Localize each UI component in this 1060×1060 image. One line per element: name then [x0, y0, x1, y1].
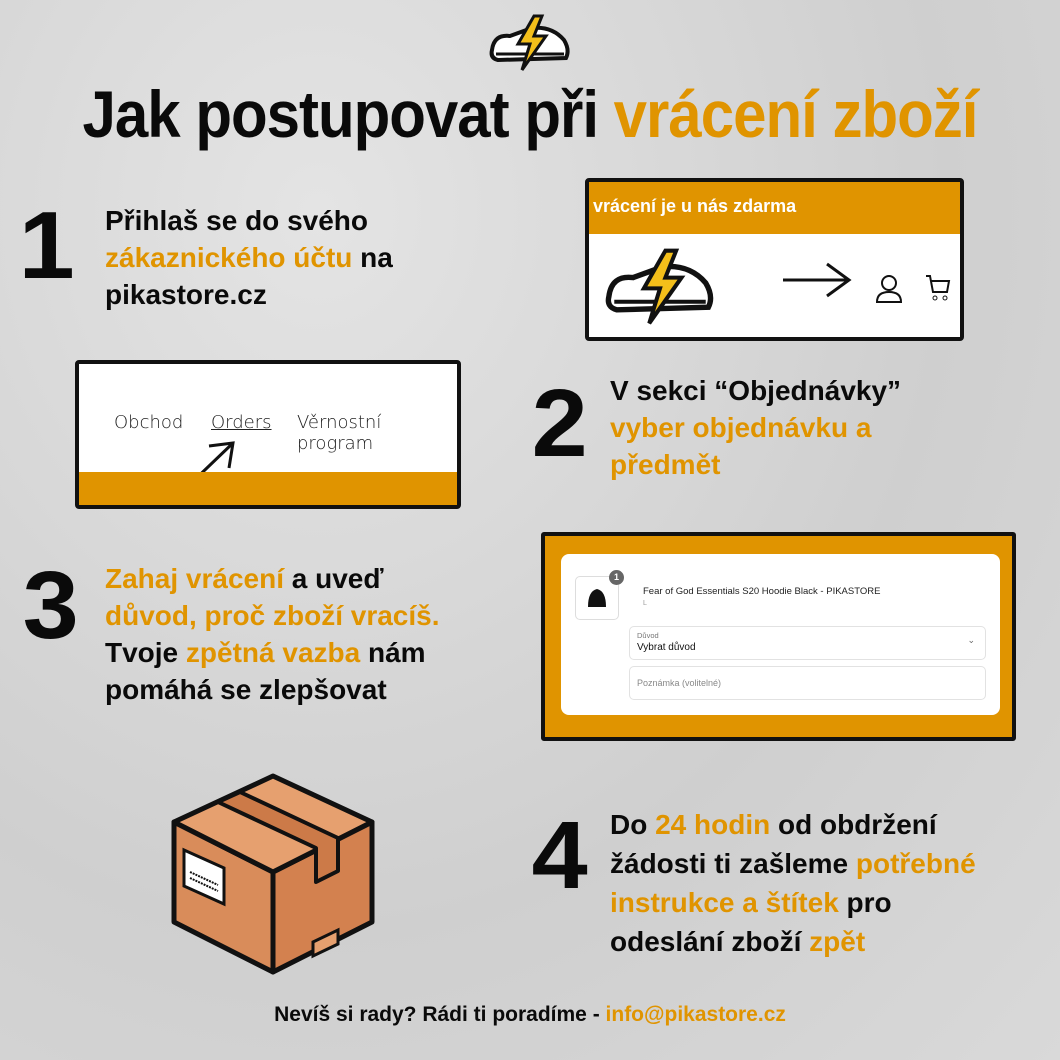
nav-item-shop[interactable]: Obchod	[114, 412, 184, 433]
note-placeholder: Poznámka (volitelné)	[637, 678, 722, 688]
reason-value: Vybrat důvod	[637, 642, 696, 653]
nav-preview	[75, 360, 461, 509]
product-name: Fear of God Essentials S20 Hoodie Black - PIKASTORE	[643, 586, 881, 597]
footer-contact: Nevíš si rady? Rádi ti poradíme - info@pikastore.cz	[274, 1003, 786, 1026]
step-3-number: 3	[22, 552, 79, 659]
promo-banner: vrácení je u nás zdarma	[589, 182, 960, 234]
reason-label: Důvod	[637, 631, 659, 640]
quantity-badge: 1	[609, 570, 624, 585]
logo-sneaker-icon	[488, 14, 572, 72]
step-1-text: Přihlaš se do svého zákaznického účtu na pikastore.cz	[105, 205, 393, 310]
step-2-text: V sekci “Objednávky” vyber objednávku a předmět	[610, 375, 902, 480]
nav-bar-accent	[79, 472, 457, 505]
user-icon[interactable]	[875, 274, 903, 304]
store-logo-icon	[601, 248, 719, 326]
chevron-down-icon: ⌄	[967, 635, 975, 645]
arrow-right-icon	[781, 260, 853, 300]
nav-item-orders[interactable]: Orders	[211, 412, 272, 433]
note-input[interactable]	[629, 666, 986, 700]
step-4-number: 4	[531, 802, 588, 909]
step-1-number: 1	[18, 192, 75, 299]
store-header-preview	[585, 178, 964, 341]
step-4-text: Do 24 hodin od obdržení žádosti ti zašleme potřebné instrukce a štítek pro odeslání zboží zpět	[610, 809, 976, 957]
order-card	[561, 554, 1000, 715]
product-size: L	[643, 600, 647, 607]
cart-icon[interactable]	[925, 274, 951, 302]
email-link[interactable]: info@pikastore.cz	[605, 1003, 786, 1026]
page-title: Jak postupovat při vrácení zboží	[82, 77, 978, 152]
step-2-number: 2	[531, 370, 588, 477]
nav-item-loyalty[interactable]: Věrnostní program	[297, 412, 382, 454]
reason-select[interactable]	[629, 626, 986, 660]
step-3-text: Zahaj vrácení a uveď důvod, proč zboží vracíš. Tvoje zpětná vazba nám pomáhá se zlepšovat	[105, 563, 440, 705]
package-box-icon	[168, 772, 378, 977]
order-return-preview	[541, 532, 1016, 741]
